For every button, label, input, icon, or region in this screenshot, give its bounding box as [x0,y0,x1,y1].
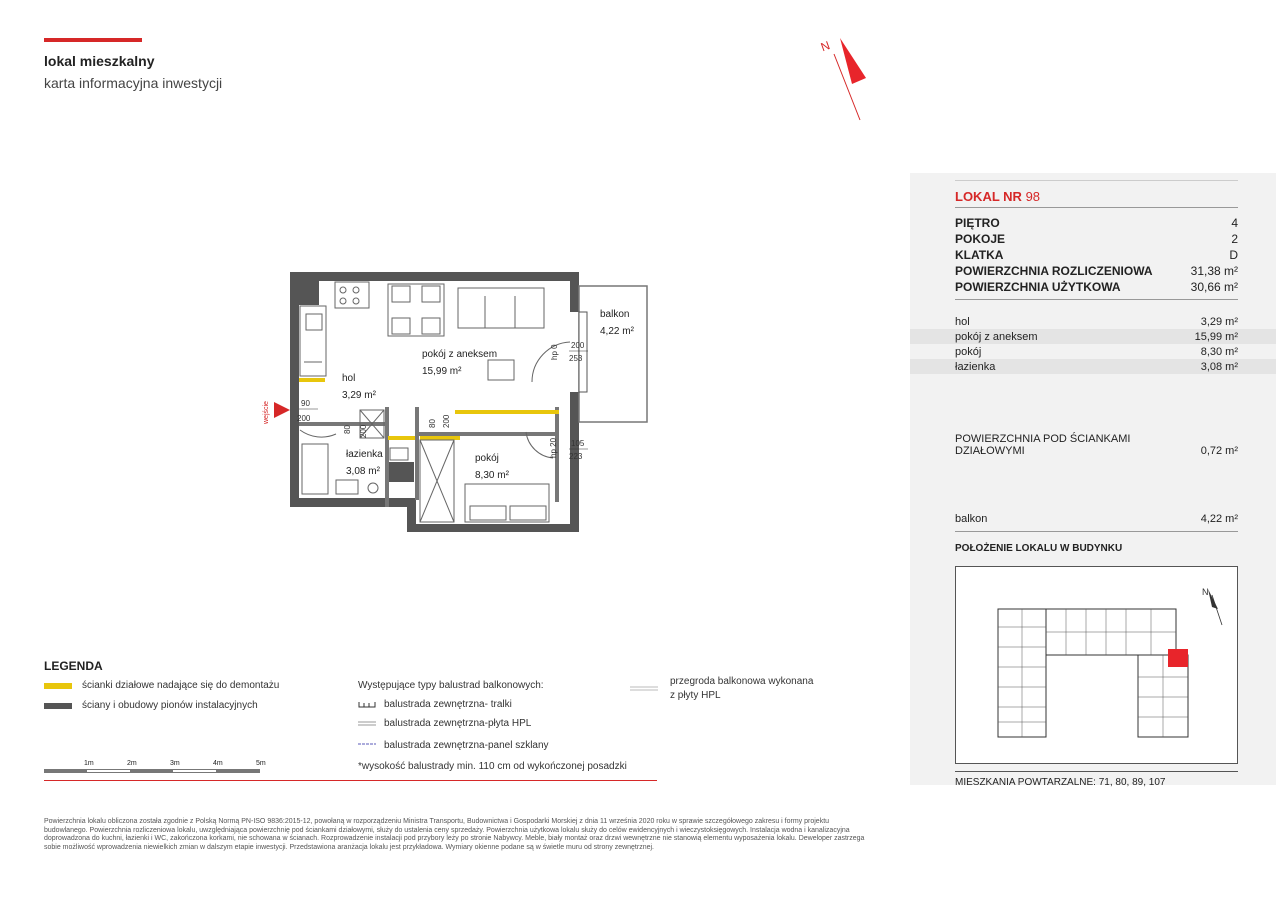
dim-window2-height: 223 [569,452,583,461]
balcony-label: balkon [955,513,988,525]
location-heading: POŁOŻENIE LOKALU W BUDYNKU [955,543,1123,554]
partition-label: POWIERZCHNIA POD ŚCIANKAMI [955,433,1131,445]
summary-row-floor [955,216,1238,230]
scale-label: 5m [256,760,266,767]
scale-bar [44,760,266,776]
page-subtitle: karta informacyjna inwestycji [44,75,223,91]
room-area-hall: 3,29 m² [342,390,376,401]
room-row [955,331,1238,343]
dim-bath-door-height: 200 [359,424,368,438]
entry-label: wejście [263,401,270,424]
building-plan-image [956,567,1237,763]
dim-room-door-height: 200 [442,414,451,428]
dim-hp20: hp 20 [549,437,558,458]
dim-window1-height: 253 [569,354,583,363]
dim-room-door-width: 80 [428,419,437,428]
room-value: 15,99 m² [1194,331,1238,343]
summary-row-rooms [955,232,1238,246]
room-label: pokój z aneksem [955,331,1038,343]
dim-entry-width: 90 [301,399,310,408]
divider-line [44,780,657,781]
dim-window2-width: 105 [571,439,585,448]
legend-note: *wysokość balustrady min. 110 cm od wykończonej posadzki [358,761,627,772]
room-name-bedroom: pokój [475,453,499,464]
summary-row-billing-area [955,264,1238,278]
scale-label: 3m [170,760,180,767]
balusters-icon [358,701,376,709]
summary-label: KLATKA [955,248,1004,262]
room-label: pokój [955,346,982,358]
scale-label: 2m [127,760,137,767]
legend-balustrade-title: Występujące typy balustrad balkonowych: [358,680,544,691]
dim-window1-width: 200 [571,341,585,350]
dim-bath-door-width: 80 [343,425,352,434]
accent-bar [44,38,142,42]
legend-partition-1: przegroda balkonowa wykonana [670,676,814,687]
room-label: łazienka [955,361,996,373]
room-area-bathroom: 3,08 m² [346,466,380,477]
entry-arrow-icon [274,402,290,418]
partition-row [955,433,1238,457]
room-area-balcony: 4,22 m² [600,326,634,337]
site-north-label: N [1202,587,1209,597]
hpl-partition-icon [630,686,658,692]
north-arrow-icon [818,34,878,126]
legend-installation: ściany i obudowy pionów instalacyjnych [82,700,258,711]
legend-b2: balustrada zewnętrzna-płyta HPL [384,718,532,729]
summary-row-staircase [955,248,1238,262]
room-row [955,346,1238,358]
room-value: 3,29 m² [1200,316,1238,328]
room-value: 3,08 m² [1200,361,1238,373]
summary-value: 2 [1231,232,1238,246]
partition-value: 0,72 m² [1200,445,1238,457]
legend-b3: balustrada zewnętrzna-panel szklany [384,740,549,751]
dim-entry-height: 200 [297,414,311,423]
legend-swatch-removable [44,683,72,689]
apartment-location-marker [1168,649,1188,667]
footer-disclaimer: Powierzchnia lokalu obliczona została zgodnie z Polską Normą PN-ISO 9836:2015-12, powołaną w rozporządzeniu Ministra Transportu, Budownictwa i Gospodarki Morskiej z dnia 11 września 2020 roku w sprawie szczegółowego zakresu i formy projektu budowlanego. Powierzchnia rozliczeniowa lokalu, uwzględniająca powierzchnię pod ściankami działowymi, służy do ustalenia ceny sprzedaży. Powierzchnia użytkowa lokalu służy do celów ewidencyjnych i wieczystoksięgowych. Instalacja wodna i kanalizacyjna doprowadzona do kuchni, łazienki i WC, zakończona korkami, nie schowana w ścianach. Rozprowadzenie instalacji pod przybory leży po stronie Nabywcy. Meble, biały montaż oraz drzwi wewnętrzne nie stanowią elementu wyposażenia lokalu. Deweloper zastrzega sobie możliwość wprowadzenia niewielkich zmian w dalszym etapie inwestycji. Przedstawiona aranżacja lokalu jest przykładowa. Wymiary okienne podane są w świetle muru od strony zewnętrznej. [44,818,865,851]
glass-panel-icon [358,741,376,747]
summary-label: POKOJE [955,232,1006,246]
repeat-apartments: MIESZKANIA POWTARZALNE: 71, 80, 89, 107 [955,777,1166,788]
summary-value: 31,38 m² [1190,264,1238,278]
north-label: N [818,38,832,55]
dim-hp0: hp 0 [550,344,559,360]
summary-label: PIĘTRO [955,216,1000,230]
lokal-label: LOKAL NR [955,189,1022,204]
legend-partition-2: z płyty HPL [670,690,721,701]
room-name-living: pokój z aneksem [422,349,498,360]
legend-swatch-installation [44,703,72,709]
summary-value: D [1229,248,1238,262]
balcony-value: 4,22 m² [1200,513,1238,525]
room-value: 8,30 m² [1200,346,1238,358]
room-name-hall: hol [342,373,356,384]
info-card [910,173,1276,788]
lokal-number: 98 [1025,189,1041,204]
room-name-balcony: balkon [600,309,630,320]
legend-title: LEGENDA [44,659,103,673]
legend-b1: balustrada zewnętrzna- tralki [384,699,512,710]
room-area-living: 15,99 m² [422,366,462,377]
hpl-panel-icon [358,721,376,727]
room-label: hol [955,316,970,328]
scale-label: 4m [213,760,223,767]
room-row [955,361,1238,373]
room-row [955,316,1238,328]
scale-label: 1m [84,760,94,767]
room-area-bedroom: 8,30 m² [475,470,509,481]
partition-label-2: DZIAŁOWYMI [955,445,1025,457]
summary-row-usable-area [955,280,1238,294]
summary-label: POWIERZCHNIA UŻYTKOWA [955,280,1121,294]
lokal-heading [955,189,1040,204]
summary-label: POWIERZCHNIA ROZLICZENIOWA [955,264,1153,278]
building-site-plan [955,566,1238,764]
page-title: lokal mieszkalny [44,53,155,69]
summary-value: 30,66 m² [1190,280,1238,294]
room-name-bathroom: łazienka [346,449,383,460]
legend-removable: ścianki działowe nadające się do demontażu [82,680,280,691]
balcony-row [955,513,1238,525]
floor-plan [263,262,670,547]
summary-value: 4 [1231,216,1238,230]
